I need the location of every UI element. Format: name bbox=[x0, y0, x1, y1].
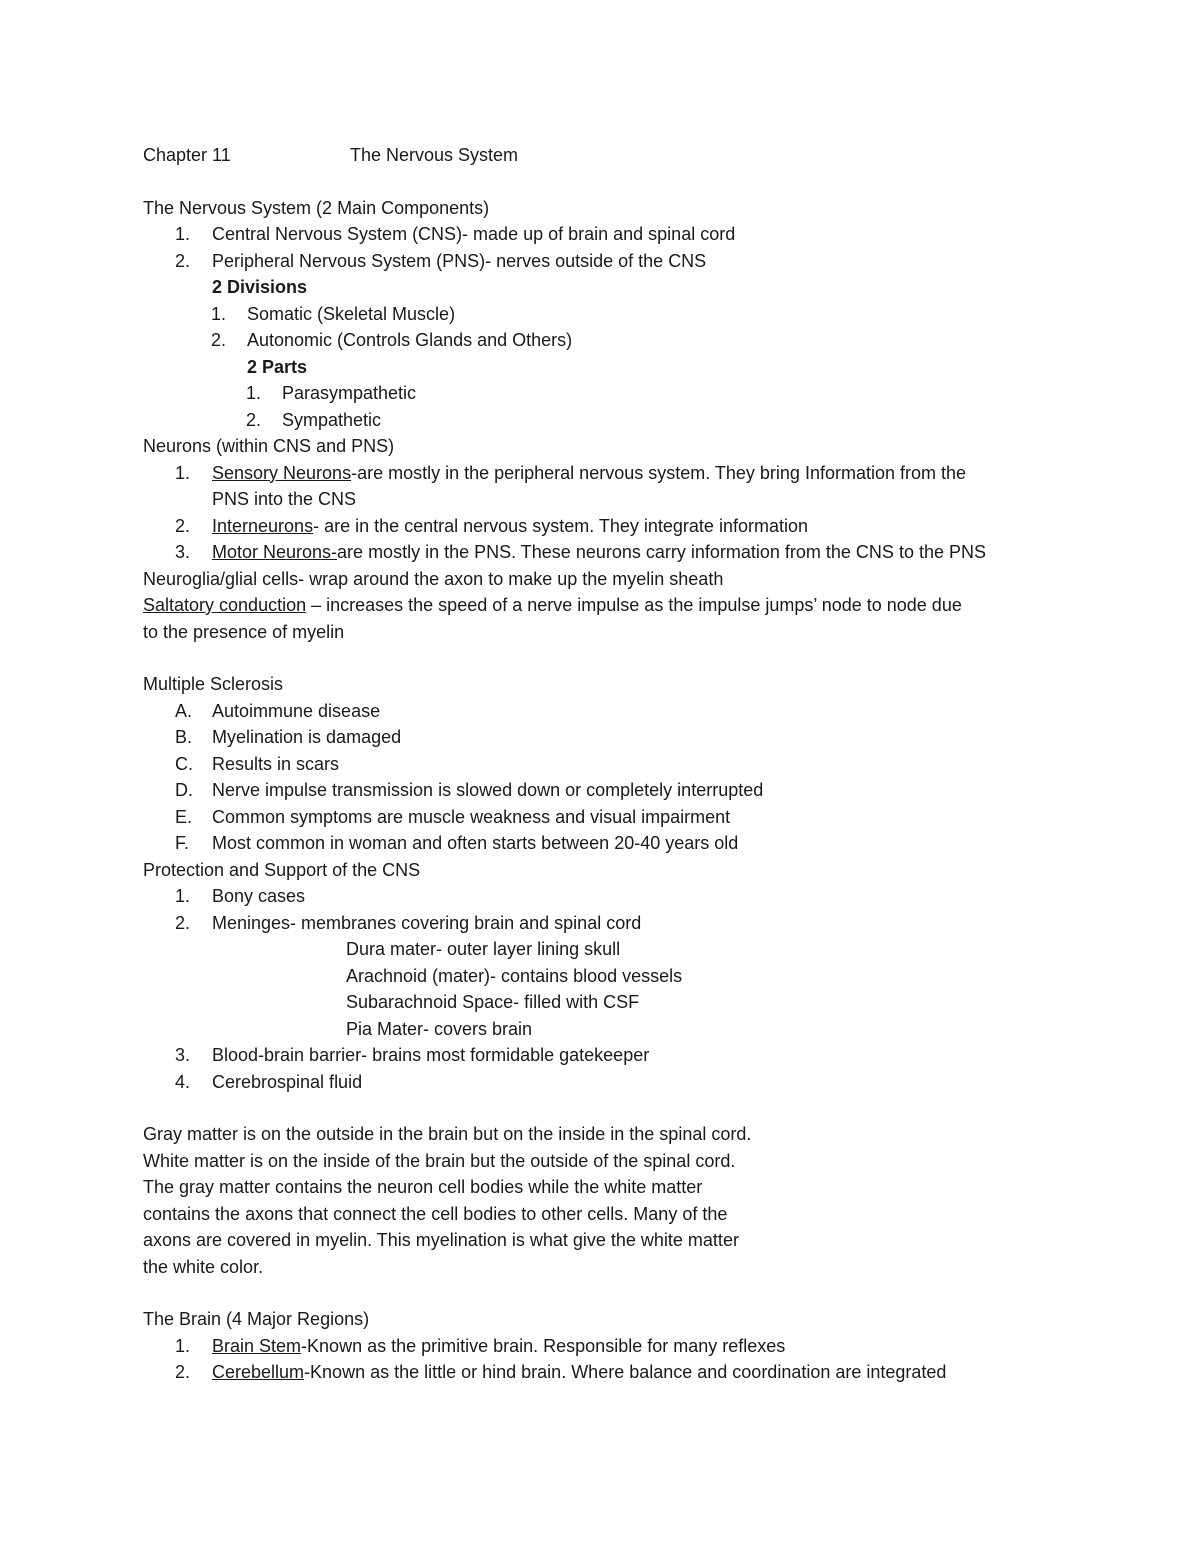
list-text: Somatic (Skeletal Muscle) bbox=[247, 303, 456, 324]
meninges-layer: Subarachnoid Space- filled with CSF bbox=[346, 992, 640, 1012]
term-motor-neurons: Motor Neurons- bbox=[212, 542, 338, 562]
neuroglia-line: Neuroglia/glial cells- wrap around the axon to make up the myelin sheath bbox=[143, 568, 724, 589]
paragraph-line: axons are covered in myelin. This myelination is what give the white matter bbox=[143, 1230, 739, 1250]
list-number: 2. bbox=[175, 912, 191, 933]
list-text: Nerve impulse transmission is slowed down or completely interrupted bbox=[212, 780, 764, 800]
list-text: Meninges- membranes covering brain and spinal cord bbox=[212, 912, 642, 933]
list-item bbox=[143, 380, 1073, 407]
list-text: Most common in woman and often starts between 20-40 years old bbox=[212, 833, 739, 853]
meninges-layer: Pia Mater- covers brain bbox=[346, 1018, 533, 1039]
paragraph-line: Gray matter is on the outside in the brain but on the inside in the spinal cord. bbox=[143, 1124, 752, 1144]
meninges-layer: Arachnoid (mater)- contains blood vessels bbox=[346, 965, 683, 986]
list-number: 2. bbox=[175, 1362, 191, 1382]
meninges-layer: Dura mater- outer layer lining skull bbox=[346, 939, 621, 959]
saltatory-line bbox=[143, 592, 1073, 619]
spacer bbox=[143, 645, 1073, 671]
section-heading-multiple-sclerosis: Multiple Sclerosis bbox=[143, 674, 284, 694]
list-number: 2. bbox=[246, 409, 262, 430]
list-text: Sympathetic bbox=[282, 409, 382, 430]
list-letter: A. bbox=[175, 700, 193, 721]
list-item bbox=[143, 751, 1073, 778]
list-text: -Known as the primitive brain. Responsible for many reflexes bbox=[301, 1335, 786, 1356]
list-number: 1. bbox=[175, 1335, 191, 1356]
list-text: Autonomic (Controls Glands and Others) bbox=[247, 330, 573, 350]
list-item bbox=[143, 804, 1073, 831]
chapter-header bbox=[143, 142, 1073, 169]
term-brain-stem: Brain Stem bbox=[212, 1335, 302, 1356]
list-number: 4. bbox=[175, 1071, 191, 1092]
list-number: 1. bbox=[246, 383, 262, 403]
list-text: -Known as the little or hind brain. Where balance and coordination are integrated bbox=[304, 1362, 947, 1382]
term-interneurons: Interneurons bbox=[212, 515, 314, 536]
list-number: 3. bbox=[175, 542, 191, 562]
paragraph-line: The gray matter contains the neuron cell bodies while the white matter bbox=[143, 1177, 703, 1197]
list-item bbox=[143, 724, 1073, 751]
paragraph-line: White matter is on the inside of the brain but the outside of the spinal cord. bbox=[143, 1150, 736, 1171]
term-cerebellum: Cerebellum bbox=[212, 1362, 305, 1382]
list-number: 1. bbox=[175, 886, 191, 906]
list-item bbox=[143, 1333, 1073, 1360]
chapter-title: The Nervous System bbox=[350, 145, 519, 165]
list-item bbox=[143, 513, 1073, 540]
list-item bbox=[143, 248, 1073, 275]
list-text: Common symptoms are muscle weakness and visual impairment bbox=[212, 806, 731, 827]
list-text: Bony cases bbox=[212, 886, 306, 906]
list-item bbox=[143, 830, 1073, 857]
notes-body bbox=[143, 142, 1073, 1386]
list-number: 1. bbox=[175, 224, 191, 244]
list-text: Central Nervous System (CNS)- made up of brain and spinal cord bbox=[212, 224, 736, 244]
list-text: -are mostly in the peripheral nervous system. They bring Information from the bbox=[351, 462, 967, 483]
list-number: 1. bbox=[211, 303, 227, 324]
chapter-label: Chapter 11 bbox=[143, 145, 231, 165]
list-number: 1. bbox=[175, 462, 191, 483]
list-letter: C. bbox=[175, 753, 193, 774]
subheading-divisions: 2 Divisions bbox=[212, 277, 308, 297]
list-item bbox=[143, 327, 1073, 354]
list-letter: B. bbox=[175, 727, 193, 747]
list-item bbox=[143, 1069, 1073, 1096]
list-text: Parasympathetic bbox=[282, 383, 417, 403]
list-item bbox=[143, 1042, 1073, 1069]
list-item bbox=[143, 910, 1073, 937]
list-number: 2. bbox=[211, 330, 227, 350]
list-text: Peripheral Nervous System (PNS)- nerves outside of the CNS bbox=[212, 250, 707, 271]
list-text: Autoimmune disease bbox=[212, 700, 381, 721]
list-letter: F. bbox=[175, 833, 190, 853]
list-number: 2. bbox=[175, 250, 191, 271]
section-heading-brain: The Brain (4 Major Regions) bbox=[143, 1309, 370, 1329]
list-item bbox=[143, 777, 1073, 804]
term-saltatory-conduction: Saltatory conduction bbox=[143, 595, 307, 615]
list-item bbox=[143, 301, 1073, 328]
list-item bbox=[143, 539, 1073, 566]
section-heading-protection: Protection and Support of the CNS bbox=[143, 859, 421, 880]
term-sensory-neurons: Sensory Neurons bbox=[212, 462, 352, 483]
list-text: Results in scars bbox=[212, 753, 340, 774]
spacer bbox=[143, 1280, 1073, 1306]
subheading-parts: 2 Parts bbox=[247, 356, 308, 377]
list-item bbox=[143, 1359, 1073, 1386]
list-number: 2. bbox=[175, 515, 191, 536]
list-letter: D. bbox=[175, 780, 193, 800]
list-number: 3. bbox=[175, 1045, 191, 1065]
spacer bbox=[143, 1095, 1073, 1121]
section-heading-neurons: Neurons (within CNS and PNS) bbox=[143, 436, 395, 456]
list-letter: E. bbox=[175, 806, 193, 827]
list-item bbox=[143, 460, 1073, 487]
list-text: are mostly in the PNS. These neurons carry information from the CNS to the PNS bbox=[337, 542, 986, 562]
list-item-continuation: PNS into the CNS bbox=[212, 489, 357, 509]
paragraph-line: the white color. bbox=[143, 1256, 264, 1277]
paragraph-line: contains the axons that connect the cell bodies to other cells. Many of the bbox=[143, 1203, 728, 1224]
paragraph-text: – increases the speed of a nerve impulse as the impulse jumps’ node to node due bbox=[306, 595, 962, 615]
list-text: - are in the central nervous system. They integrate information bbox=[313, 515, 808, 536]
spacer bbox=[143, 169, 1073, 195]
section-heading-nervous-system: The Nervous System (2 Main Components) bbox=[143, 197, 490, 218]
list-item bbox=[143, 221, 1073, 248]
list-text: Cerebrospinal fluid bbox=[212, 1071, 363, 1092]
list-text: Blood-brain barrier- brains most formidable gatekeeper bbox=[212, 1045, 650, 1065]
list-text: Myelination is damaged bbox=[212, 727, 402, 747]
saltatory-continuation: to the presence of myelin bbox=[143, 621, 345, 642]
list-item bbox=[143, 883, 1073, 910]
list-item bbox=[143, 407, 1073, 434]
list-item bbox=[143, 698, 1073, 725]
